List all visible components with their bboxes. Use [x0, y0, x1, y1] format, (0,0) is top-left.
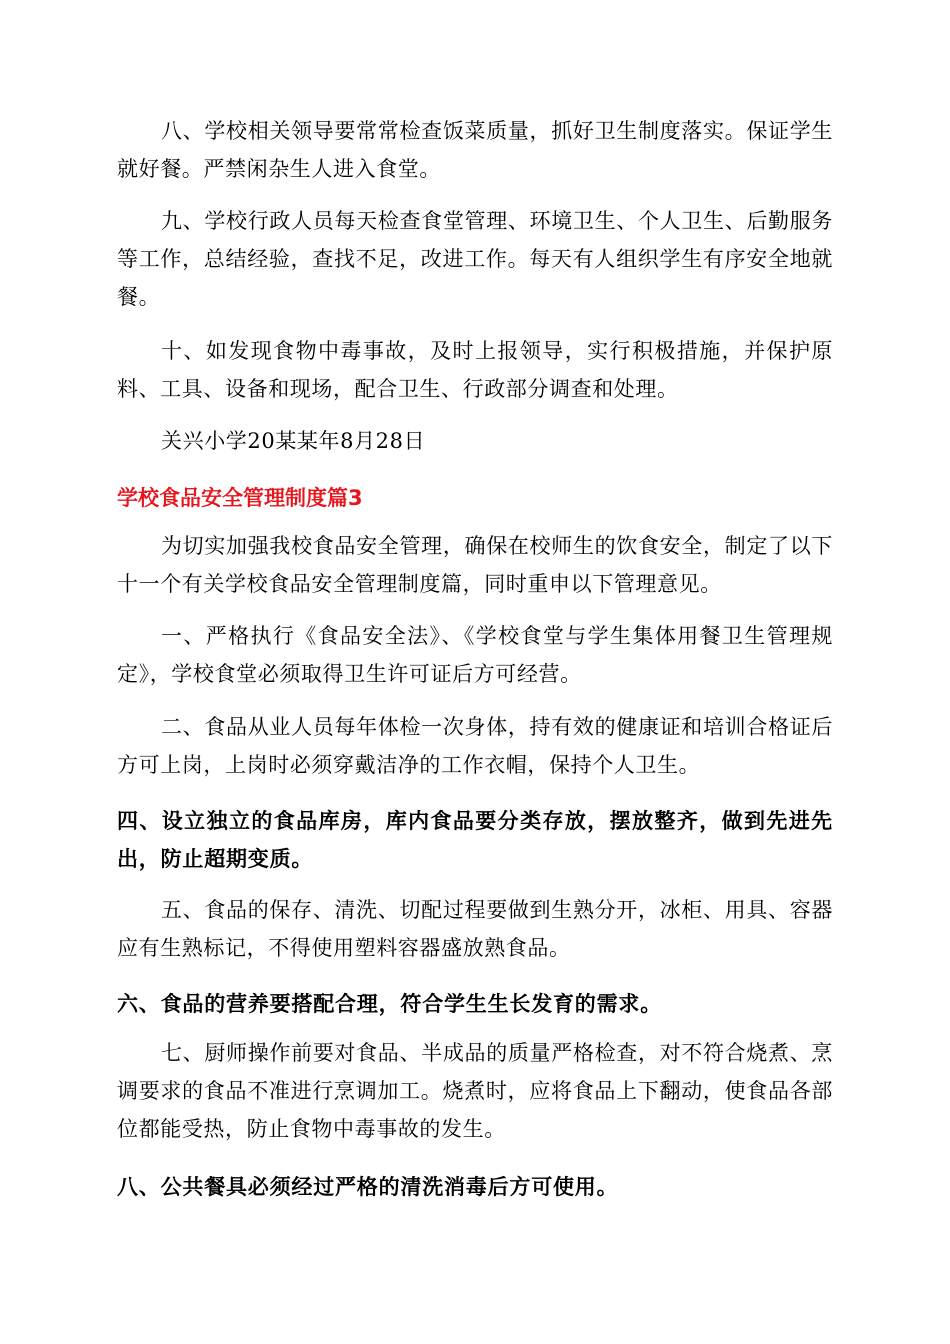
- list-item-7: 七、厨师操作前要对食品、半成品的质量严格检查，对不符合烧煮、烹调要求的食品不准进行烹调加工。烧煮时，应将食品上下翻动，使食品各部位都能受热，防止食物中毒事故的发生。: [117, 1041, 833, 1141]
- section-heading: 学校食品安全管理制度篇3: [117, 486, 363, 510]
- list-item-4: 四、设立独立的食品库房，库内食品要分类存放，摆放整齐，做到先进先出，防止超期变质。: [117, 809, 833, 871]
- list-item-8: 八、公共餐具必须经过严格的清洗消毒后方可使用。: [117, 1175, 619, 1199]
- paragraph-item-8: 八、学校相关领导要常常检查饭菜质量，抓好卫生制度落实。保证学生就好餐。严禁闲杂生人进入食堂。: [117, 119, 833, 181]
- list-item-2: 二、食品从业人员每年体检一次身体，持有效的健康证和培训合格证后方可上岗，上岗时必须穿戴洁净的工作衣帽，保持个人卫生。: [117, 715, 833, 777]
- paragraph-item-10: 十、如发现食物中毒事故，及时上报领导，实行积极措施，并保护原料、工具、设备和现场，配合卫生、行政部分调查和处理。: [117, 339, 833, 401]
- paragraph-item-9: 九、学校行政人员每天检查食堂管理、环境卫生、个人卫生、后勤服务等工作，总结经验，查找不足，改进工作。每天有人组织学生有序安全地就餐。: [117, 209, 833, 309]
- list-item-1: 一、严格执行《食品安全法》、《学校食堂与学生集体用餐卫生管理规定》，学校食堂必须取得卫生许可证后方可经营。: [117, 624, 833, 686]
- list-item-6: 六、食品的营养要搭配合理，符合学生生长发育的需求。: [117, 992, 662, 1016]
- section-intro: 为切实加强我校食品安全管理，确保在校师生的饮食安全，制定了以下十一个有关学校食品安全管理制度篇，同时重申以下管理意见。: [117, 534, 833, 596]
- list-item-5: 五、食品的保存、清洗、切配过程要做到生熟分开，冰柜、用具、容器应有生熟标记，不得使用塑料容器盛放熟食品。: [117, 898, 833, 960]
- signature-line: 关兴小学20某某年8月28日: [161, 429, 426, 453]
